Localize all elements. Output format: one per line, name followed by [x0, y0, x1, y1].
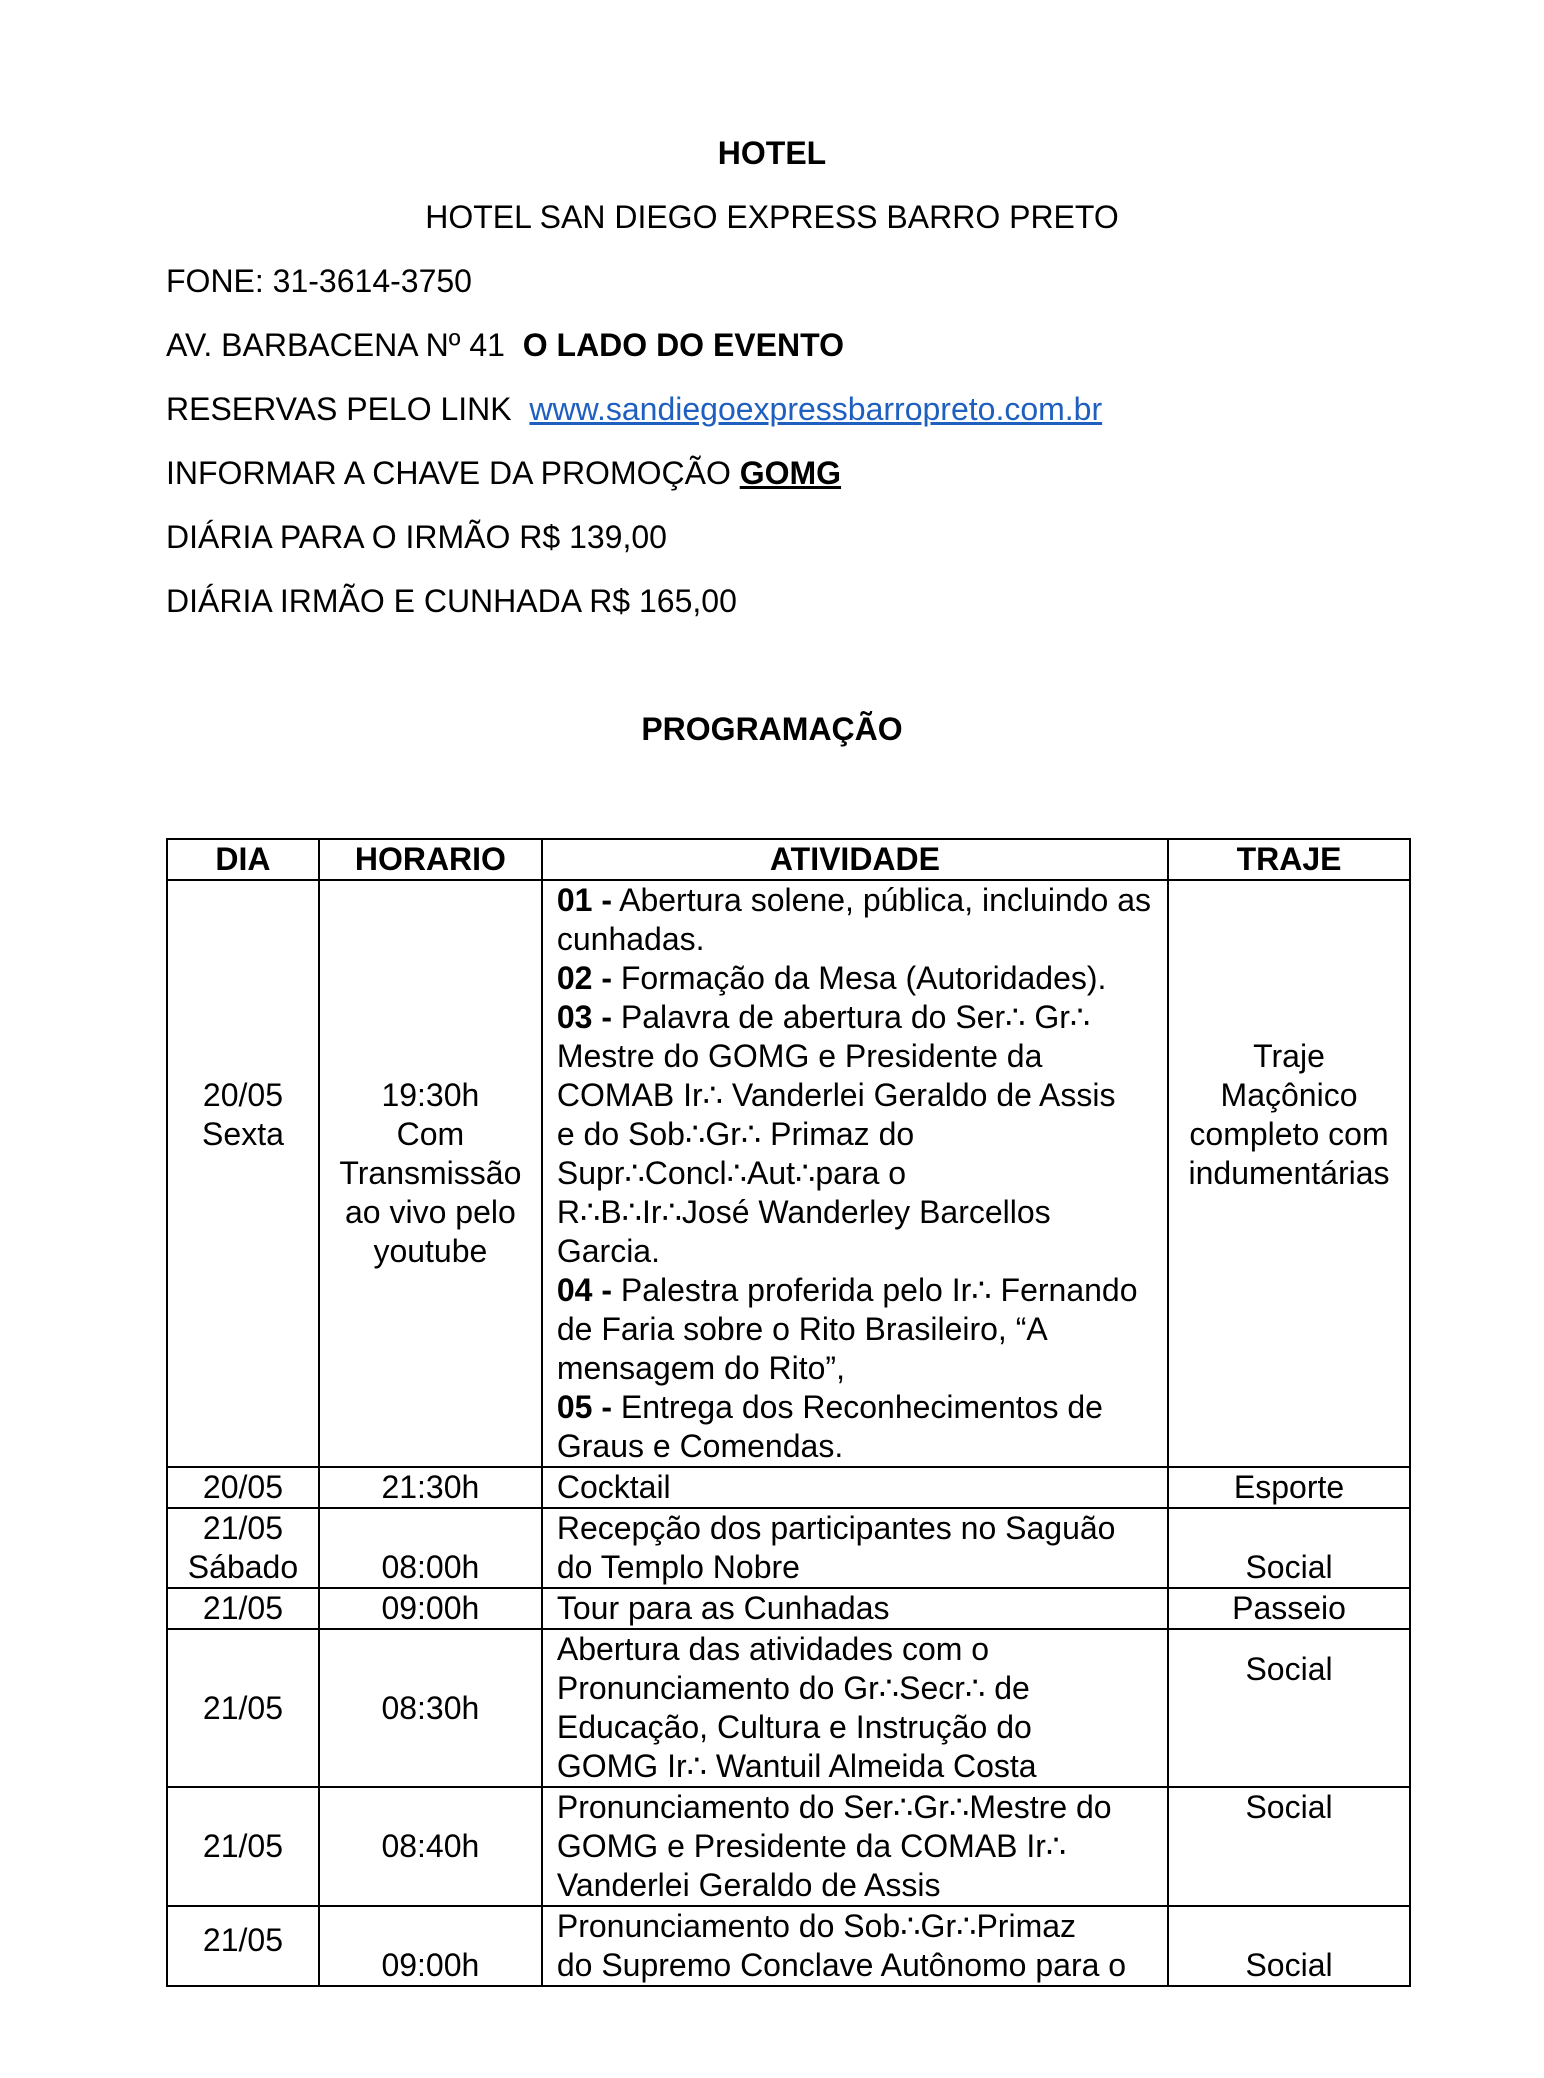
table-row	[167, 880, 1410, 1467]
cell-traje: Social	[1168, 1508, 1410, 1588]
table-row	[167, 1467, 1410, 1508]
hotel-address-note: O LADO DO EVENTO	[522, 327, 844, 363]
promo-line	[166, 454, 841, 492]
dia-date: 21/05	[202, 1510, 283, 1546]
cell-dia: 21/05	[167, 1787, 319, 1906]
cell-traje: Passeio	[1168, 1588, 1410, 1629]
cell-horario: 09:00h	[319, 1906, 542, 1986]
cell-dia: 21/05	[167, 1906, 319, 1986]
item-number: 02 -	[556, 960, 612, 996]
cell-atividade: Cocktail	[542, 1467, 1168, 1508]
activity-text: Recepção dos participantes no Saguão	[556, 1510, 1116, 1546]
cell-dia: 21/05	[167, 1588, 319, 1629]
traje-text: Maçônico	[1220, 1077, 1358, 1113]
header-atividade: ATIVIDADE	[542, 839, 1168, 880]
table-row	[167, 1508, 1410, 1588]
hotel-address: AV. BARBACENA Nº 41	[166, 327, 505, 363]
cell-dia: 20/05	[167, 1467, 319, 1508]
item-text: Entrega dos Reconhecimentos de Graus e Comendas.	[556, 1389, 1103, 1464]
activity-text: do Templo Nobre	[556, 1549, 800, 1585]
schedule-table	[166, 838, 1411, 1987]
item-text: Mestre do GOMG e Presidente da	[556, 1038, 1043, 1074]
dia-date: 20/05	[202, 1077, 283, 1113]
horario-note: youtube	[373, 1233, 488, 1269]
reservations-label: RESERVAS PELO LINK	[166, 391, 512, 427]
cell-atividade	[542, 1508, 1168, 1588]
activity-text: do Supremo Conclave Autônomo para o	[556, 1947, 1127, 1983]
item-text: Palavra de abertura do Ser∴ Gr∴	[620, 999, 1091, 1035]
horario-time: 19:30h	[381, 1077, 480, 1113]
hotel-address-line	[166, 326, 844, 364]
table-header-row	[167, 839, 1410, 880]
activity-item	[557, 1271, 1153, 1388]
cell-horario	[319, 880, 542, 1467]
activity-item	[557, 1388, 1153, 1466]
table-row	[167, 1906, 1410, 1986]
traje-text: indumentárias	[1188, 1155, 1390, 1191]
cell-atividade	[542, 1787, 1168, 1906]
item-number: 05 -	[556, 1389, 612, 1425]
cell-horario: 08:40h	[319, 1787, 542, 1906]
activity-item	[557, 881, 1153, 959]
cell-horario: 21:30h	[319, 1467, 542, 1508]
activity-text: Pronunciamento do Gr∴Secr∴ de	[556, 1670, 1030, 1706]
reservations-line	[166, 390, 1102, 428]
programacao-heading: PROGRAMAÇÃO	[641, 711, 903, 747]
item-number: 01 -	[556, 882, 612, 918]
item-text: COMAB Ir∴ Vanderlei Geraldo de Assis	[556, 1077, 1116, 1113]
cell-atividade	[542, 1629, 1168, 1787]
activity-text: Vanderlei Geraldo de Assis	[556, 1867, 941, 1903]
cell-dia	[167, 880, 319, 1467]
item-text: Garcia.	[556, 1233, 660, 1269]
table-row	[167, 1629, 1410, 1787]
promo-code: GOMG	[739, 455, 842, 491]
hotel-phone: FONE: 31-3614-3750	[166, 263, 472, 299]
activity-text: GOMG e Presidente da COMAB Ir∴	[556, 1828, 1067, 1864]
traje-text: Traje	[1253, 1038, 1325, 1074]
cell-traje	[1168, 880, 1410, 1467]
hotel-name: HOTEL SAN DIEGO EXPRESS BARRO PRETO	[425, 199, 1119, 235]
item-text: e do Sob∴Gr∴ Primaz do	[556, 1116, 915, 1152]
cell-traje: Social	[1168, 1629, 1410, 1787]
activity-text: Pronunciamento do Sob∴Gr∴Primaz	[556, 1908, 1077, 1944]
activity-text: Abertura das atividades com o	[556, 1631, 990, 1667]
activity-text: Pronunciamento do Ser∴Gr∴Mestre do	[556, 1789, 1112, 1825]
rate-single: DIÁRIA PARA O IRMÃO R$ 139,00	[166, 519, 667, 555]
header-traje: TRAJE	[1168, 839, 1410, 880]
item-text: Abertura solene, pública, incluindo as cunhadas.	[556, 882, 1151, 957]
activity-item	[557, 998, 1153, 1037]
cell-dia	[167, 1508, 319, 1588]
cell-atividade: Tour para as Cunhadas	[542, 1588, 1168, 1629]
item-text: Formação da Mesa (Autoridades).	[620, 960, 1107, 996]
activity-text: GOMG Ir∴ Wantuil Almeida Costa	[556, 1748, 1037, 1784]
promo-label: INFORMAR A CHAVE DA PROMOÇÃO	[166, 455, 731, 491]
traje-text: completo com	[1189, 1116, 1389, 1152]
table-row	[167, 1787, 1410, 1906]
activity-item	[557, 959, 1153, 998]
reservations-link[interactable]: www.sandiegoexpressbarropreto.com.br	[529, 391, 1103, 427]
cell-traje: Social	[1168, 1787, 1410, 1906]
cell-dia: 21/05	[167, 1629, 319, 1787]
item-number: 03 -	[556, 999, 612, 1035]
horario-note: Transmissão	[339, 1155, 522, 1191]
cell-horario: 08:30h	[319, 1629, 542, 1787]
table-row	[167, 1588, 1410, 1629]
item-number: 04 -	[556, 1272, 612, 1308]
header-horario: HORARIO	[319, 839, 542, 880]
cell-horario: 09:00h	[319, 1588, 542, 1629]
item-text: Palestra proferida pelo Ir∴ Fernando de Faria sobre o Rito Brasileiro, “A mensagem do Rito”,	[556, 1272, 1138, 1386]
dia-weekday: Sexta	[202, 1116, 284, 1152]
item-text: Supr∴Concl∴Aut∴para o	[556, 1155, 907, 1191]
cell-traje: Esporte	[1168, 1467, 1410, 1508]
horario-note: ao vivo pelo	[344, 1194, 516, 1230]
horario-note: Com	[396, 1116, 465, 1152]
cell-horario: 08:00h	[319, 1508, 542, 1588]
activity-text: Educação, Cultura e Instrução do	[556, 1709, 1032, 1745]
item-text: R∴B∴Ir∴José Wanderley Barcellos	[556, 1194, 1051, 1230]
cell-atividade	[542, 1906, 1168, 1986]
rate-couple: DIÁRIA IRMÃO E CUNHADA R$ 165,00	[166, 583, 737, 619]
cell-atividade	[542, 880, 1168, 1467]
cell-traje: Social	[1168, 1906, 1410, 1986]
header-dia: DIA	[167, 839, 319, 880]
dia-weekday: Sábado	[187, 1549, 299, 1585]
hotel-heading: HOTEL	[717, 135, 827, 171]
